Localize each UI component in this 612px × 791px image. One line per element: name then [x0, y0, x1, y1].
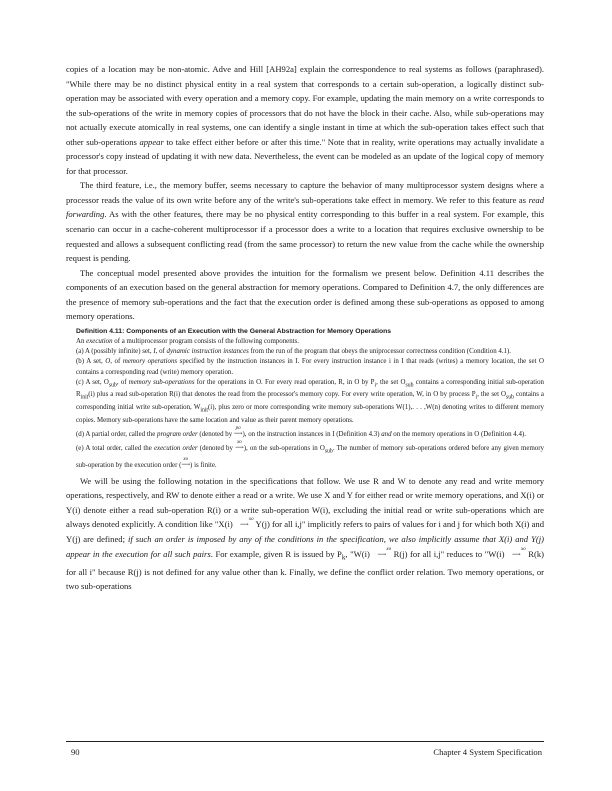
item-c-init-2: init — [200, 407, 209, 414]
definition-item-a — [76, 347, 544, 357]
definition-intro — [76, 337, 544, 347]
xo-arrow-label-2: xo — [183, 456, 189, 462]
item-c-mid: , of — [116, 378, 129, 386]
xo-arrow-label-4: xo — [386, 546, 392, 552]
paragraph-4-c: . For example, given R is issued by P — [210, 548, 342, 559]
paragraph-1-emphasis: appear — [139, 136, 164, 147]
paragraph-2-tail: . As with the other features, there may be no physical entity corresponding to this buffer in a real system. For example, this scenario can occur in a cache-coherent multiprocessor if a processor does a write to a location that requires exclusive ownership to be requested and allows a subsequent conflicting read (from the same processor) to return the new value from the cache while the ownership request is pending. — [66, 209, 544, 264]
definition-item-e — [76, 440, 544, 471]
po-arrow-label: po — [235, 425, 241, 431]
item-c-post2: , the set O — [376, 378, 406, 386]
item-c-post3: contains a corresponding initial sub-operation R — [76, 378, 544, 399]
item-a-term: dynamic instruction instances — [166, 348, 249, 356]
paragraph-4-d: , "W(i) — [345, 548, 373, 559]
item-a-post: from the run of the program that obeys the uniprocessor correctness condition (Condition 4.1). — [248, 348, 512, 356]
item-e-mid: (denoted by — [197, 445, 236, 452]
paragraph-1-tail: to take effect either before or after this time." Note that in reality, write operations may actually invalidate a processor's copy instead of updating it with new data. Nevertheless, the event can be modeled as an update of the logical copy of memory for that processor. — [66, 136, 545, 176]
xo-arrow-icon-5: xo ⟶ — [507, 547, 526, 558]
item-c-term: memory sub-operations — [128, 378, 195, 386]
item-e-post: ), on the sub-operations in O — [243, 445, 325, 452]
paragraph-4-a: We will be using the following notation in the specifications that follow. We use R and W to denote any read and write memory operations, respectively, and RW to denote either a read or a write. We use X and Y for either read or write memory operations, and X(i) or Y(i) denote either a read sub-operation R(i) or a write sub-operation W(i), excluding the initial read or write sub-operations which are always denoted explicitly. A condition like "X(i) — [66, 475, 544, 530]
definition-intro-a: An — [76, 338, 87, 346]
definition-item-b — [76, 357, 544, 377]
item-a-mid: , of — [155, 348, 167, 356]
item-b-symbol: O — [105, 358, 111, 366]
item-b-post: specified by the instruction instances in I. For every instruction instance i in I that reads (writes) a memory location, the set O contains a corresponding read (write) memory operation. — [76, 358, 544, 376]
xo-arrow-label: xo — [237, 440, 242, 445]
item-c-init: init — [80, 394, 89, 401]
xo-arrow-icon-3: xo ⟶ — [235, 517, 254, 528]
po-arrow-icon: po ⟶ — [233, 425, 243, 437]
page-number: 90 — [71, 747, 80, 757]
item-c-sub-2: sub — [405, 382, 414, 389]
item-c-sub-3: sub — [505, 394, 514, 401]
item-e-pre: (e) A total order, called the — [76, 445, 154, 452]
definition-block — [76, 327, 544, 471]
item-d-pre: (d) A partial order, called the — [76, 430, 158, 438]
paragraph-2-text: The third feature, i.e., the memory buffer, seems necessary to capture the behavior of many multiprocessor system designs where a processor reads the value of its own write before any of the write's sub-operations take effect in memory. We refer to this feature as — [66, 180, 544, 205]
item-c-pre: (c) A set, O — [76, 378, 109, 386]
xo-arrow-label-3: xo — [248, 517, 254, 523]
item-e-sub: sub — [324, 448, 333, 455]
footer-rule — [66, 741, 544, 742]
paragraph-3: The conceptual model presented above provides the intuition for the formalism we present below. Definition 4.11 describes the components of an execution based on the general abstraction for memory operations. Compared to Definition 4.7, the only differences are the presence of memory sub-operations and the fact that the execution order is defined among these sub-operations as opposed to among memory operations. — [66, 267, 544, 322]
item-c-sub-i: i — [374, 382, 377, 389]
definition-intro-b: of a multiprocessor program consists of the following components. — [112, 338, 299, 346]
item-e-term: execution order — [153, 445, 198, 452]
paragraph-4 — [66, 474, 544, 594]
item-c-post6: contains a corresponding initial write sub-operation, W — [76, 391, 544, 412]
paragraph-2 — [66, 178, 544, 265]
item-e-tail: . The number of memory sub-operations ordered before any given memory sub-operation by the execution order ( — [76, 445, 544, 469]
definition-intro-term: execution — [86, 338, 113, 346]
item-b-mid: , of — [110, 358, 123, 366]
item-d-mid: (denoted by — [197, 430, 234, 438]
xo-arrow-icon-4: xo ⟶ — [372, 547, 391, 558]
definition-title: Definition 4.11: Components of an Execution with the General Abstraction for Memory Operations — [76, 327, 392, 335]
item-b-term: memory operations — [122, 358, 178, 366]
page-footer — [66, 747, 544, 757]
xo-arrow-icon: xo ⟶ — [235, 440, 244, 451]
page-body — [66, 62, 544, 594]
item-c-post1: for the operations in O. For every read operation, R, in O by P — [194, 378, 375, 386]
paragraph-1 — [66, 62, 544, 178]
item-d-post: ), on the instruction instances in I (Definition 4.3) — [242, 430, 382, 438]
item-e-end: ) is finite. — [190, 461, 217, 469]
item-c-post4: (i) plus a read sub-operation R(i) that denotes the read from the processor's memory copy. For every write operation, W, in O by process P — [88, 391, 476, 399]
paragraph-4-sub: k — [341, 553, 346, 562]
paragraph-4-emphasis: if such an order is imposed by any of the conditions in the specification, we also implicitly assume that X(i) and Y(j) appear in the execution for all such pairs — [66, 533, 544, 559]
item-d-term: program order — [157, 430, 198, 438]
item-c-sub-i-2: i — [475, 394, 478, 401]
xo-arrow-icon-2: xo ⟶ — [181, 456, 191, 468]
item-a-symbol: I — [153, 348, 156, 356]
definition-item-c — [76, 378, 544, 426]
item-d-and: and — [381, 430, 392, 438]
chapter-title: Chapter 4 System Specification — [433, 747, 542, 757]
paragraph-4-b: Y(j) for all i,j" implicitly refers to pairs of values for i and j for which both X(i) and Y(j) are defined; — [66, 519, 544, 544]
item-c-post7: (i), plus zero or more corresponding write memory sub-operations W(1),. . . ,W(n) denoting writes to different memory copies. Memory sub-operations have the same location and value as their parent memory operations. — [76, 404, 544, 424]
definition-item-d — [76, 426, 544, 440]
item-a-pre: (a) A (possibly infinite) set, — [76, 348, 154, 356]
item-c-sub: sub — [108, 382, 117, 389]
item-d-tail: on the memory operations in O (Definition 4.4). — [391, 430, 526, 438]
paragraph-4-e: R(j) for all i,j" reduces to "W(i) — [391, 548, 507, 559]
paragraph-2-emphasis: read forwarding — [66, 194, 544, 220]
item-b-pre: (b) A set, — [76, 358, 106, 366]
xo-arrow-label-5: xo — [520, 546, 526, 552]
paragraph-4-f: R(k) for all i" because R(j) is not defined for any value other than k. Finally, we define the conflict order relation. Two memory operations, or two sub-operations — [66, 548, 544, 592]
paragraph-1-text: copies of a location may be non-atomic. Adve and Hill [AH92a] explain the correspondence to real systems as follows (paraphrased). "While there may be no distinct physical entity in a real system that corresponds to a certain sub-operation, a logically distinct sub-operation may be associated with every operation and a memory copy. For example, updating the main memory on a write corresponds to the sub-operations of the write in memory copies of processors that do not have the block in their cache. Also, while sub-operations may not actually execute atomically in real systems, one can identify a single instant in time at which the sub-operation takes effect such that other sub-operations — [66, 64, 544, 147]
item-c-post5: , the set O — [477, 391, 506, 399]
